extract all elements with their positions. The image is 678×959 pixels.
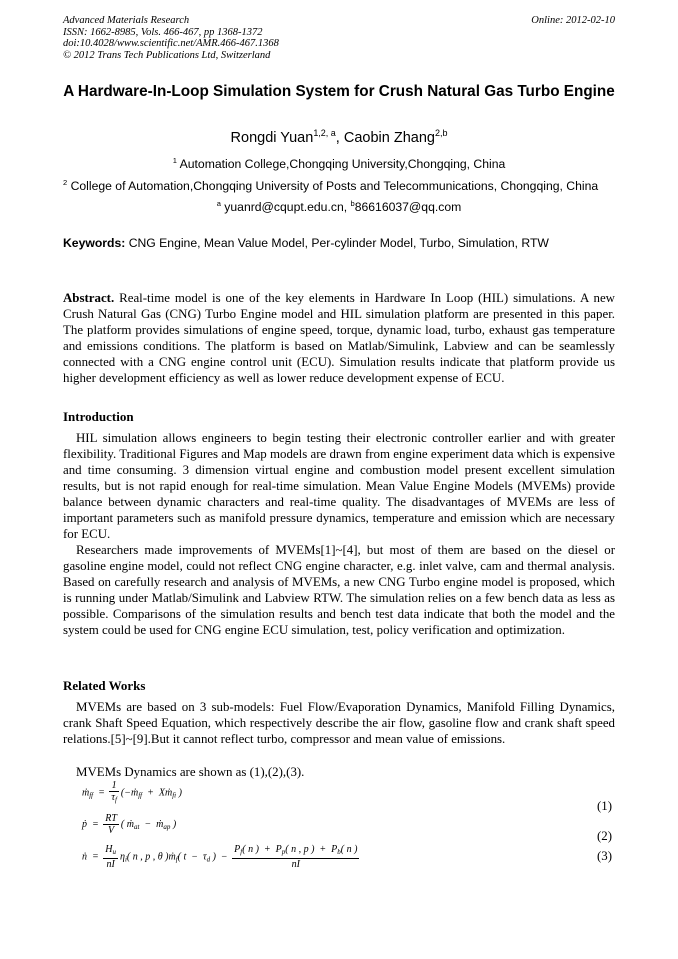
equation-1: ṁ$_{ff}$ = $\frac{1}{\tau_f}$ (−ṁ$_{ff}$ + Xṁ$_{fi}$ ) bbox=[82, 780, 182, 804]
author-separator: , bbox=[335, 130, 344, 146]
affiliation-mark: 1 bbox=[172, 155, 177, 165]
author-affiliation-mark: 1,2, a bbox=[313, 128, 336, 139]
email-address: 86616037@qq.com bbox=[354, 200, 462, 214]
copyright-line: © 2012 Trans Tech Publications Ltd, Switzerland bbox=[63, 49, 271, 61]
abstract bbox=[63, 290, 615, 386]
section-heading-introduction: Introduction bbox=[63, 409, 134, 424]
affiliation-2 bbox=[63, 179, 598, 193]
issn-line: ISSN: 1662-8985, Vols. 466-467, pp 1368-1372 bbox=[63, 26, 263, 38]
email-address: yuanrd@cqupt.edu.cn, bbox=[220, 200, 351, 214]
abstract-label: Abstract. bbox=[63, 291, 115, 305]
affiliation-text: Automation College,Chongqing University,Chongqing, China bbox=[176, 157, 506, 171]
intro-paragraph-1: HIL simulation allows engineers to begin testing their electronic controller earlier and with greater flexibility. Traditional Figures and Map models are drawn from engine experiment data which is expensive and time consuming. 3 dimension virtual engine and combustion model present excellent simulation results, but is not rapid enough for real-time simulation. Mean Value Engine Models (MVEMs) provide balance between dynamic characters and real-time quality. The disadvantages of MVEMs are less of important parameters such as manifold pressure dynamics, temperature and emission which are necessary for ECU. bbox=[63, 431, 615, 541]
doi-line: doi:10.4028/www.scientific.net/AMR.466-467.1368 bbox=[63, 38, 279, 50]
equation-number-2: (2) bbox=[597, 829, 613, 843]
keywords bbox=[63, 236, 549, 250]
email-mark: a bbox=[216, 198, 221, 208]
keywords-label: Keywords: bbox=[63, 236, 126, 250]
affiliation-text: College of Automation,Chongqing University of Posts and Telecommunications, Chongqing, China bbox=[67, 179, 599, 193]
affiliation-1 bbox=[0, 157, 678, 171]
email-mark: b bbox=[350, 198, 355, 208]
abstract-text: Real-time model is one of the key elements in Hardware In Loop (HIL) simulations. A new Crush Natural Gas (CNG) Turbo Engine model and HIL simulation platform are presented in this paper. The platform provides simulations of engine speed, torque, dynamic load, turbo, exhaust gas temperature and emissions conditions. The platform is based on Matlab/Simulink, Labview and can be seamlessly connected with a CNG engine control unit (ECU). Simulation results indicate that platform provide us higher development efficiency as well as lower reduce development expense of ECU. bbox=[63, 291, 615, 385]
related-paragraph-1: MVEMs are based on 3 sub-models: Fuel Flow/Evaporation Dynamics, Manifold Filling Dynamics, crank Shaft Speed Equation, which respectively describe the air flow, gasoline flow and crank shaft speed relations.[5]~[9].But it cannot reflect turbo, compressor and mean value of emissions. bbox=[63, 700, 615, 746]
author-name: Caobin Zhang bbox=[343, 130, 435, 146]
paper-title: A Hardware-In-Loop Simulation System for Crush Natural Gas Turbo Engine bbox=[63, 83, 615, 100]
equation-number-1: (1) bbox=[597, 799, 613, 813]
equation-3: ṅ = $\frac{H_u}{nI}$ $\eta_i$( n , p , θ )ṁ$_f$( $t - \tau_d$ ) − $\frac{P_f( n ) + P_p( n , p ) + P_b( n )}{nI}$ bbox=[82, 844, 358, 870]
email-line bbox=[0, 200, 678, 214]
section-heading-related-works: Related Works bbox=[63, 678, 146, 693]
journal-name: Advanced Materials Research bbox=[63, 15, 190, 26]
affiliation-mark: 2 bbox=[63, 177, 68, 187]
related-paragraph-2: MVEMs Dynamics are shown as (1),(2),(3). bbox=[76, 765, 305, 779]
journal-header bbox=[63, 15, 279, 61]
author-affiliation-mark: 2,b bbox=[434, 128, 448, 139]
keywords-text: CNG Engine, Mean Value Model, Per-cylinder Model, Turbo, Simulation, RTW bbox=[125, 236, 549, 250]
equation-2: ṗ = $\frac{RT}{V}$ ( ṁ$_{at}$ − ṁ$_{ap}$ ) bbox=[82, 813, 177, 836]
author-line bbox=[0, 130, 678, 146]
online-date: Online: 2012-02-10 bbox=[531, 15, 615, 26]
author-name: Rongdi Yuan bbox=[230, 130, 314, 146]
intro-paragraph-2: Researchers made improvements of MVEMs[1]~[4], but most of them are based on the diesel or gasoline engine model, could not reflect CNG engine character, e.g. inlet valve, cam and thermal analysis. Based on carefully research and analysis of MVEMs, a new CNG Turbo engine model is proposed, which is running under Matlab/Simulink and Labview RTW. The simulation relies on a few bench data as less as possible. Comparisons of the simulation results and bench test data indicate that both the model and the system could be used for CNG engine ECU simulation, test, policy verification and optimization. bbox=[63, 543, 615, 637]
equation-number-3: (3) bbox=[597, 849, 613, 863]
